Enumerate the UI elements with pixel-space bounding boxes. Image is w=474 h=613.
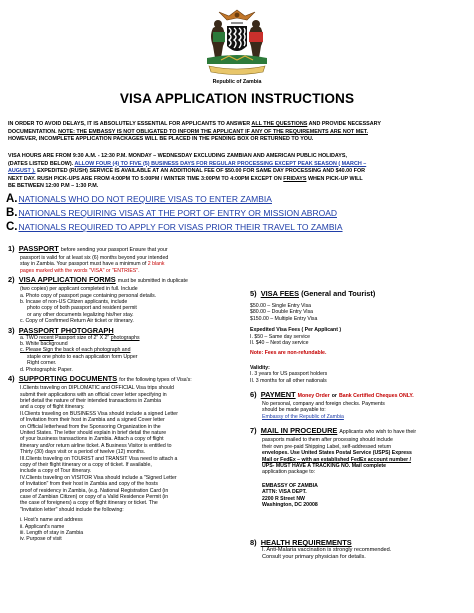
validity-item: I. 3 years for US passport holders: [250, 371, 328, 378]
category-letter: C.: [6, 221, 18, 233]
coat-of-arms-emblem: [199, 6, 275, 78]
passport-heading: 1) PASSPORT before sending your passport Ensure that your: [8, 244, 168, 253]
photo-text: a. TWO recent Passport size of 2" X 2" photographs: [20, 334, 140, 341]
validity-title: Validity:: [250, 364, 270, 371]
passport-text: stay in Zambia. Your passport must have a minimum of 2 blank: [20, 261, 165, 268]
photo-text: c. Please Sign the back of each photograph and: [20, 347, 131, 354]
fee-item: $50.00 – Single Entry Visa: [250, 303, 312, 309]
supporting-docs-heading: 4) SUPPORTING DOCUMENTS for the following types of Visa's:: [8, 374, 192, 384]
left-column: [8, 244, 244, 543]
photo-text: staple one photo to each application form Upper: [27, 353, 138, 360]
category-c[interactable]: [6, 222, 472, 233]
forms-text: b. Incase of non-US Citizen applicants, include: [20, 299, 128, 306]
photo-text: d. Photographic Paper.: [20, 366, 73, 373]
payee-link[interactable]: Embassy of the Republic of Zambia: [262, 413, 344, 420]
health-text: I. Anti-Malaria vaccination is strongly recommended.: [262, 547, 392, 554]
category-link[interactable]: NATIONALS REQUIRED TO APPLY FOR VISAS PRIOR THEIR TRAVEL TO ZAMBIA: [18, 222, 343, 232]
payment-text: No personal, company and foreign checks. Payments: [262, 401, 385, 408]
health-text: Consult your primary physician for details.: [262, 553, 366, 560]
validity-item: II. 3 months for all other nationals: [250, 377, 327, 384]
list-item: iii. Length of stay in Zambia: [20, 530, 84, 537]
forms-text: a. Photo copy of passport page containing personal details.: [20, 292, 157, 299]
list-item: ii. Applicant's name: [20, 523, 65, 530]
category-letter: B.: [6, 207, 18, 219]
supporting-docs-text: I.Clients traveling on DIPLOMATIC and OFFICIAL Visa trips should submit their applications with an official cover letter specifying in brief detail the nature of their intended transactions in Zambia and a copy of flight itinerary. II.Clients traveling on BUSINESS Visa should include a signed Letter of Invitation from their host in Zambia and a signed Cover letter on Official letterhead from the Sponsoring Organization in the United States. The letter should explain in brief detail the nature of your business transactions in Zambia. Attach a copy of flight itinerary and/or return airline ticket. A Business Visitor is entitled to Thirty (30) days visit or a period of twelve (12) months. III.Clients traveling on TOURIST and TRANSIT Visa need to attach a copy of their flight itinerary or a copy of ticket. If available, include a copy of Tour itinerary. IV.Clients traveling on VISITOR Visa should include a "Signed Letter of Invitation" from their host in Zambia and copy of the hosts proof of residency in Zambia, (e.g. National Registration Card (in case of Zambian Citizen) or copy of a Valid Residence Permit (in the case of foreigners) a copy of flight itinerary or ticket. The "Invitation letter" should include the following:: [20, 385, 178, 513]
health-heading: 8) HEALTH REQUIREMENTS: [250, 538, 352, 548]
passport-text: pages marked with the words "VISA" or "ENTRIES".: [20, 267, 140, 274]
category-link[interactable]: NATIONALS REQUIRING VISAS AT THE PORT OF ENTRY OR MISSION ABROAD: [18, 208, 338, 218]
mailing-address: EMBASSY OF ZAMBIA ATTN: VISA DEPT. 2200 R Street NW Washington, DC 20008: [262, 482, 318, 508]
application-forms-heading: 2) VISA APPLICATION FORMS must be submitted in duplicate: [8, 275, 188, 285]
mail-text: passports mailed to them after processing should include their own pre-paid Shipping Label, self-addressed return envelopes. Use United States Postal Service (USPS) Express Mail or FedEx – with an established FedEx account number / UPS- MUST HAVE A TRACKING NO. Mail complete application package to:: [262, 437, 412, 476]
visa-hours-paragraph: VISA HOURS ARE FROM 9:30 A.M. - 12:30 P.M. MONDAY – WEDNESDAY EXCLUDING ZAMBIAN AND AMERICAN PUBLIC HOLIDAYS, (DATES LISTED BELOW). ALLOW FOUR (4) TO FIVE (5) BUSINESS DAYS FOR REGULAR PROCESSING EXCEPT PEAK SEASON ( MARCH – AUGUST ). EXPEDITED (RUSH) SERVICE IS AVAILABLE AT AN ADDITIONAL FEE OF $50.00 FOR SAME DAY PROCESSING AND $40.00 FOR NEXT DAY. RUSH PICK-UPS ARE FROM 4:00PM TO 5:00PM / WINTER TIME 3:00PM TO 4:00PM EXCEPT ON FRIDAYS WHEN PICK-UP WILL BE BETWEEN 12:00 P.M – 1:30 P.M.: [8, 153, 367, 190]
passport-text: passport is valid for at least six (6) months beyond your intended: [20, 255, 169, 261]
forms-text: or any other documents legalizing his/her stay.: [27, 311, 134, 318]
non-refundable-note: Note: Fees are non-refundable.: [250, 350, 327, 357]
payment-text: should be made payable to:: [262, 407, 326, 414]
right-column: [250, 289, 468, 560]
category-b[interactable]: [6, 208, 472, 219]
photograph-heading: 3) PASSPORT PHOTOGRAPH: [8, 325, 114, 335]
fee-item: $80.00 – Double Entry Visa: [250, 309, 314, 316]
category-link[interactable]: NATIONALS WHO DO NOT REQUIRE VISAS TO ENTER ZAMBIA: [18, 194, 272, 204]
category-letter: A.: [6, 193, 18, 205]
list-item: i. Host's name and address: [20, 517, 83, 524]
country-caption: Republic of Zambia: [212, 79, 262, 85]
photo-text: Right corner.: [27, 360, 57, 367]
expedited-fee-item: I. $50 – Same day service: [250, 333, 310, 340]
intro-paragraph: IN ORDER TO AVOID DELAYS, IT IS ABSOLUTELY ESSENTIAL FOR APPLICANTS TO ANSWER ALL THE QUESTIONS AND PROVIDE NECESSARY DOCUMENTATION. NOTE: THE EMBASSY IS NOT OBLIGATED TO INFORM THE APPLICANT IF ANY OF THE REQUIREMENTS ARE NOT MET. HOWEVER, INCOMPLETE APPLICATION PACKAGES WILL BE PLACED IN THE PENDING BOX OR RETURNED TO YOU.: [8, 121, 381, 143]
expedited-fee-item: II. $40 – Next day service: [250, 340, 309, 347]
mail-procedure-heading: 7) MAIL IN PROCEDURE Applicants who wish to have their: [250, 426, 417, 436]
category-a[interactable]: [6, 194, 472, 205]
photo-text: b. White background: [20, 341, 68, 348]
list-item: iv. Purpose of visit: [20, 536, 62, 543]
invitation-letter-list: [8, 517, 244, 543]
forms-text: photo copy of both passport and resident permit: [27, 305, 137, 312]
expedited-fees-title: Expedited Visa Fees ( Per Applicant ): [250, 327, 342, 334]
forms-text: c. Copy of Confirmed Return Air ticket or itinerary.: [20, 318, 134, 325]
visa-fees-heading: 5) VISA FEES (General and Tourist): [250, 289, 376, 298]
page-title: VISA APPLICATION INSTRUCTIONS: [119, 91, 355, 106]
forms-text: (two copies) per applicant completed in full. Include: [20, 286, 138, 293]
fees-list: [250, 303, 468, 322]
payment-heading: 6) PAYMENT Money Order or Bank Certified Cheques ONLY.: [250, 390, 414, 400]
fee-item: $150.00 – Multiple Entry Visa: [250, 315, 318, 322]
